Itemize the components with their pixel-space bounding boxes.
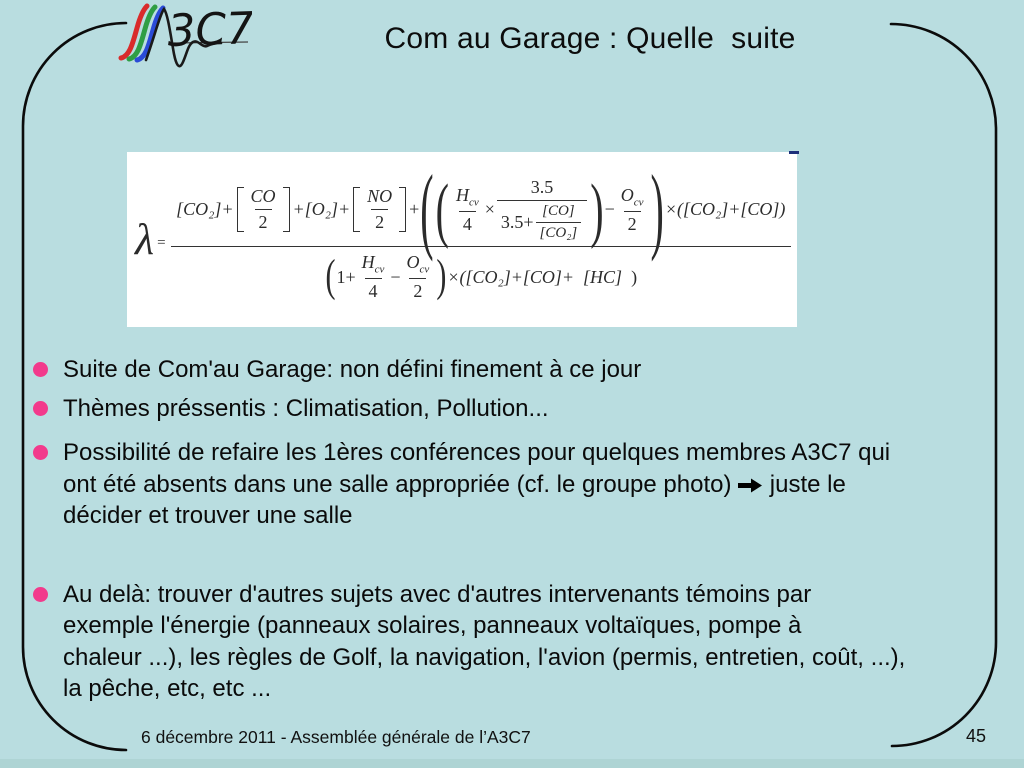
bottom-edge-strip xyxy=(0,759,1024,768)
paragraph-line: Suite de Com'au Garage: non défini finement à ce jour xyxy=(63,356,642,383)
main-fraction xyxy=(171,154,791,302)
paragraph-line: exemple l'énergie (panneaux solaires, panneaux voltaïques, pompe à xyxy=(63,612,802,639)
fraction-co-co2: $\frac{[CO]}{\text{[CO₂]}}$ xyxy=(536,203,582,243)
footer-date-text: 6 décembre 2011 - Assemblée générale de l’A3C7 xyxy=(141,727,531,747)
paragraph-line: la pêche, etc, etc ... xyxy=(63,675,272,702)
slide-body xyxy=(30,354,998,705)
fraction-hcv-4: $\frac{H_{cv}}{4}$ xyxy=(455,184,479,234)
inner-open-paren: ( xyxy=(435,168,449,250)
paragraph-line: décider et trouver une salle xyxy=(63,502,353,529)
outer-close-paren: ) xyxy=(650,154,664,263)
paragraph-line: Possibilité de refaire les 1ères conférences pour quelques membres A3C7 qui xyxy=(63,439,891,466)
slide-page-number: 45 xyxy=(966,726,987,746)
bullet-paragraph-1 xyxy=(30,354,998,386)
formula-denominator: ( 1+ $\frac{H_{cv}}{4}$ − $\frac{O_{cv}}{2}$ ) ×([CO₂]+[CO]+ [HC] ) xyxy=(325,251,638,302)
equals-sign: = xyxy=(157,235,166,251)
fraction-ocv-2: $\frac{O_{cv}}{2}$ xyxy=(620,184,644,234)
a3c7-logo-icon xyxy=(116,2,252,76)
fraction-ocv-2-den: $\frac{O_{cv}}{2}$ xyxy=(406,252,430,302)
bullet-dot xyxy=(33,445,48,460)
lambda-formula-image xyxy=(127,152,797,327)
inner-close-paren: ) xyxy=(590,168,604,250)
bullet-dot xyxy=(33,587,48,602)
bracketed-fraction-co-2: $\frac{CO}{2}$ xyxy=(237,186,290,232)
fraction-3-5: 3.5 3.5+ $\frac{[CO]}{\text{[CO₂]}}$ xyxy=(497,177,587,242)
lambda-symbol: λ xyxy=(135,214,155,264)
fraction-hcv-4-den: $\frac{H_{cv}}{4}$ xyxy=(361,252,385,302)
paragraph-line: ont été absents dans une salle appropriée (cf. le groupe photo) juste le xyxy=(63,470,846,498)
bullet-paragraph-2 xyxy=(30,393,998,425)
logo-text: 3C7 xyxy=(166,2,252,57)
den-close-paren: ) xyxy=(436,251,447,302)
paragraph-line: chaleur ...), les règles de Golf, la navigation, l'avion (permis, entretien, coût, ...), xyxy=(63,643,906,671)
outer-open-paren: ( xyxy=(420,154,434,263)
bullet-dot xyxy=(33,401,48,416)
fraction-bar xyxy=(171,246,791,247)
slide-title: Com au Garage : Quelle suite xyxy=(384,22,796,55)
bullet-paragraph-3 xyxy=(30,437,998,532)
den-open-paren: ( xyxy=(325,251,336,302)
formula-numerator: [CO₂]+ $\frac{CO}{2}$ +[O₂]+ $\frac{NO}{2}$ + ( ( $\frac{H_{cv}}{4}$ × 3.5 3.5+ $\frac{[CO]}{\text{[CO₂]}}$ ) − $\frac{O_{cv}}{2}$ ) ×([CO₂]+[CO]) xyxy=(176,154,786,263)
bracketed-fraction-no-2: $\frac{NO}{2}$ xyxy=(353,186,406,232)
paragraph-line: Au delà: trouver d'autres sujets avec d'autres intervenants témoins par xyxy=(63,580,812,608)
blue-dash-artifact xyxy=(789,151,799,154)
a3c7-logo xyxy=(116,2,252,76)
heavy-right-arrow-icon xyxy=(738,477,763,494)
paragraph-line: Thèmes préssentis : Climatisation, Pollution... xyxy=(63,394,549,422)
bullet-paragraph-4 xyxy=(30,579,998,705)
bullet-dot xyxy=(33,362,48,377)
